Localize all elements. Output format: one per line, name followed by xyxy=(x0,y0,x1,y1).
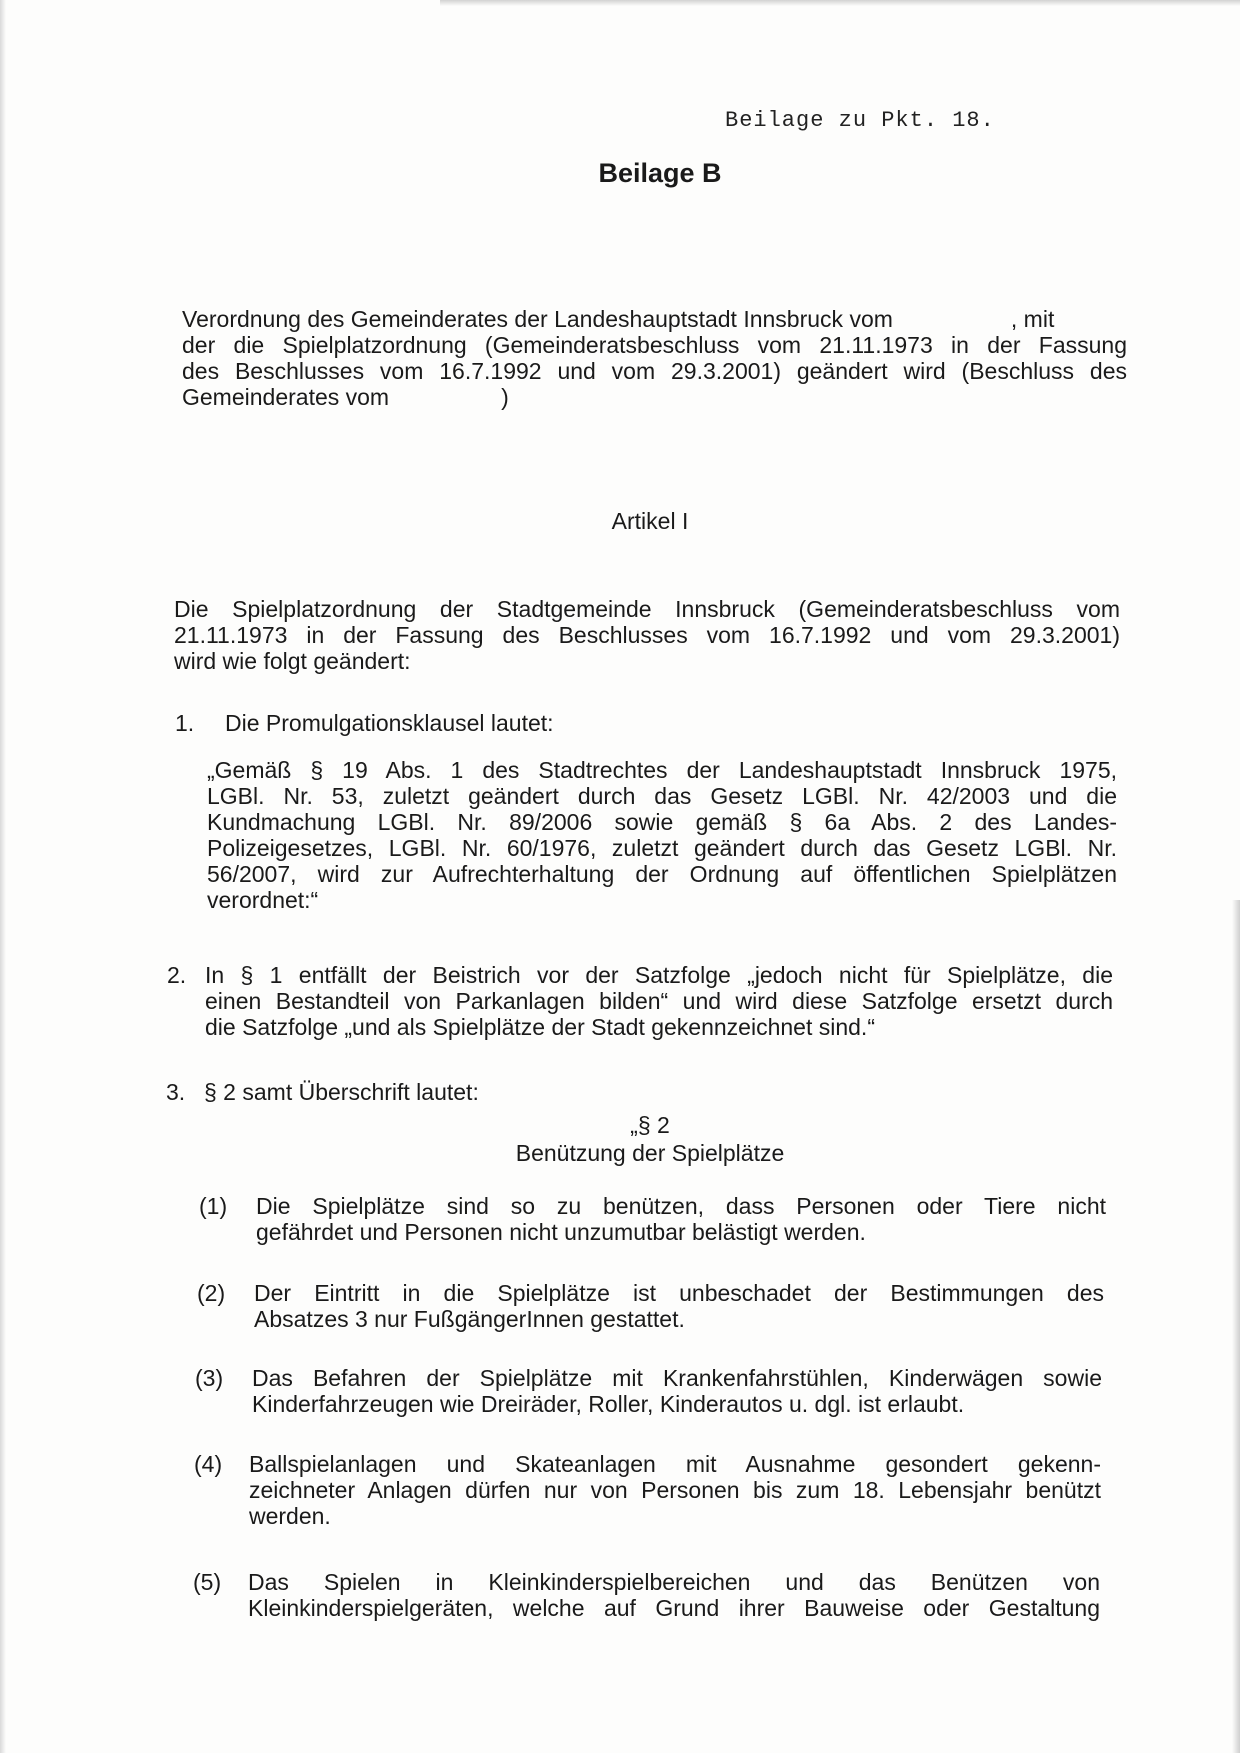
subsection-3-line-2: Kinderfahrzeugen wie Dreiräder, Roller, Kinderautos u. dgl. ist erlaubt. xyxy=(252,1391,965,1417)
quote-line-2: LGBl. Nr. 53, zuletzt geändert durch das Gesetz LGBl. Nr. 42/2003 und die xyxy=(207,783,1117,809)
subsection-5-line-1: Das Spielen in Kleinkinderspielbereichen und das Benützen von xyxy=(248,1569,1100,1595)
subsection-1 xyxy=(199,1193,1109,1253)
article-heading: Artikel I xyxy=(611,508,689,534)
intro-line-4-end: ) xyxy=(501,384,509,410)
list-item-text: Die Promulgationsklausel lautet: xyxy=(225,710,554,736)
quote-line-5: 56/2007, wird zur Aufrechterhaltung der Ordnung auf öffentlichen Spielplätzen xyxy=(207,861,1117,887)
subsection-2 xyxy=(197,1280,1107,1340)
article-intro-line-1: Die Spielplatzordnung der Stadtgemeinde Innsbruck (Gemeinderatsbeschluss vom xyxy=(174,596,1120,622)
subsection-label: (4) xyxy=(194,1451,223,1477)
subsection-5-line-2: Kleinkinderspielgeräten, welche auf Grund ihrer Bauweise oder Gestaltung xyxy=(248,1595,1100,1621)
intro-line-3: des Beschlusses vom 16.7.1992 und vom 29.3.2001) geändert wird (Beschluss des xyxy=(182,358,1127,384)
subsection-label: (1) xyxy=(199,1193,228,1219)
list-item-number: 2. xyxy=(167,962,187,988)
subsection-4-line-1: Ballspielanlagen und Skateanlagen mit Ausnahme gesondert gekenn- xyxy=(249,1451,1101,1477)
subsection-2-line-1: Der Eintritt in die Spielplätze ist unbeschadet der Bestimmungen des xyxy=(254,1280,1104,1306)
list-item-text: § 2 samt Überschrift lautet: xyxy=(204,1079,479,1105)
item-2-line-1: In § 1 entfällt der Beistrich vor der Satzfolge „jedoch nicht für Spielplätze, die xyxy=(205,962,1113,988)
subsection-body xyxy=(256,1193,1106,1245)
item-2-line-3: die Satzfolge „und als Spielplätze der Stadt gekennzeichnet sind.“ xyxy=(205,1014,875,1040)
list-item-number: 3. xyxy=(166,1079,186,1105)
subsection-label: (2) xyxy=(197,1280,226,1306)
subsection-body xyxy=(254,1280,1104,1332)
subsection-5 xyxy=(193,1569,1103,1629)
list-item-1 xyxy=(175,710,1125,740)
attachment-stamp: Beilage zu Pkt. 18. xyxy=(725,108,995,133)
subsection-4-line-2: zeichneter Anlagen dürfen nur von Personen bis zum 18. Lebensjahr benützt xyxy=(249,1477,1101,1503)
subsection-1-line-2: gefährdet und Personen nicht unzumutbar belästigt werden. xyxy=(256,1219,866,1245)
intro-line-1-text: Verordnung des Gemeinderates der Landeshauptstadt Innsbruck vom xyxy=(182,306,893,332)
list-item-2 xyxy=(167,962,1117,1052)
list-item-number: 1. xyxy=(175,710,195,736)
article-intro-line-3: wird wie folgt geändert: xyxy=(174,648,411,674)
document-title-text: Beilage B xyxy=(598,158,722,188)
subsection-label: (5) xyxy=(193,1569,222,1595)
subsection-2-line-2: Absatzes 3 nur FußgängerInnen gestattet. xyxy=(254,1306,685,1332)
intro-paragraph xyxy=(182,306,1127,410)
section-title: Benützung der Spielplätze xyxy=(515,1140,785,1166)
scan-edge-top xyxy=(440,0,1240,6)
quote-line-4: Polizeigesetzes, LGBl. Nr. 60/1976, zuletzt geändert durch das Gesetz LGBl. Nr. xyxy=(207,835,1117,861)
quote-line-3: Kundmachung LGBl. Nr. 89/2006 sowie gemäß § 6a Abs. 2 des Landes- xyxy=(207,809,1117,835)
subsection-4 xyxy=(194,1451,1104,1537)
subsection-3-line-1: Das Befahren der Spielplätze mit Krankenfahrstühlen, Kinderwägen sowie xyxy=(252,1365,1102,1391)
list-item-3 xyxy=(166,1079,1116,1109)
scan-edge-right xyxy=(1232,900,1240,1753)
article-intro xyxy=(174,596,1120,674)
subsection-body xyxy=(252,1365,1102,1417)
list-item-text xyxy=(205,962,1113,1040)
subsection-body xyxy=(248,1569,1100,1621)
intro-line-2: der die Spielplatzordnung (Gemeinderatsbeschluss vom 21.11.1973 in der Fassung xyxy=(182,332,1127,358)
quote-line-6: verordnet:“ xyxy=(207,887,319,913)
intro-line-1 xyxy=(182,306,1127,332)
subsection-body xyxy=(249,1451,1101,1529)
intro-line-4 xyxy=(182,384,1127,410)
subsection-4-line-3: werden. xyxy=(249,1503,331,1529)
intro-line-4-text: Gemeinderates vom xyxy=(182,384,390,410)
subsection-label: (3) xyxy=(195,1365,224,1391)
item-2-line-2: einen Bestandteil von Parkanlagen bilden“ und wird diese Satzfolge ersetzt durch xyxy=(205,988,1113,1014)
intro-line-1-end: , mit xyxy=(1010,306,1055,332)
promulgation-clause-quote xyxy=(207,757,1117,913)
quote-line-1: „Gemäß § 19 Abs. 1 des Stadtrechtes der Landeshauptstadt Innsbruck 1975, xyxy=(207,757,1117,783)
subsection-1-line-1: Die Spielplätze sind so zu benützen, dass Personen oder Tiere nicht xyxy=(256,1193,1106,1219)
section-heading: „§ 2 xyxy=(630,1112,670,1138)
article-intro-line-2: 21.11.1973 in der Fassung des Beschlusses vom 16.7.1992 und vom 29.3.2001) xyxy=(174,622,1120,648)
document-title xyxy=(0,158,1240,189)
subsection-3 xyxy=(195,1365,1105,1425)
scan-edge-left xyxy=(0,0,6,1753)
